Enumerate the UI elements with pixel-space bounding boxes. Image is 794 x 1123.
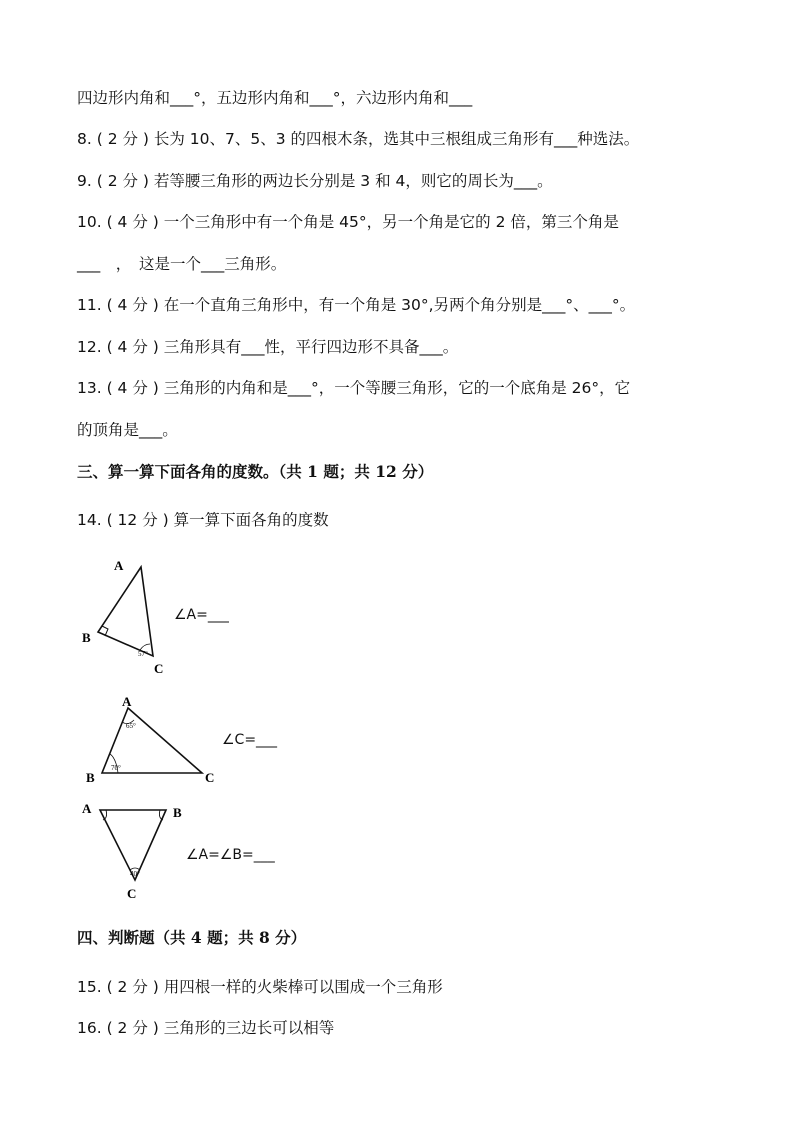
angle-c-value: 40°: [130, 870, 140, 878]
question-15: 15. ( 2 分 ) 用四根一样的火柴棒可以围成一个三角形: [77, 978, 443, 996]
question-10: 10. ( 4 分 ) 一个三角形中有一个角是 45°，另一个角是它的 2 倍，第三个角是: [77, 213, 619, 231]
question-13: 13. ( 4 分 ) 三角形的内角和是___°，一个等腰三角形，它的一个底角是 26°，它: [77, 379, 631, 397]
section-3-heading: 三、算一算下面各角的度数。（共 1 题；共 12 分）: [77, 462, 434, 481]
question-13-cont: 的顶角是___。: [77, 421, 178, 439]
question-8: 8. ( 2 分 ) 长为 10、7、5、3 的四根木条，选其中三根组成三角形有___种选法。: [77, 130, 640, 148]
question-12: 12. ( 4 分 ) 三角形具有___性，平行四边形不具备___。: [77, 338, 459, 356]
vertex-a-label: A: [122, 694, 132, 709]
vertex-b-label: B: [86, 770, 95, 785]
vertex-c-label: C: [127, 886, 137, 901]
fig1-answer: ∠A=___: [174, 607, 229, 623]
question-11: 11. ( 4 分 ) 在一个直角三角形中，有一个角是 30°,另两个角分别是___°、___°。: [77, 296, 636, 314]
question-16: 16. ( 2 分 ) 三角形的三边长可以相等: [77, 1019, 335, 1037]
vertex-c-label: C: [154, 661, 164, 676]
question-10-cont: ___ ， 这是一个___三角形。: [77, 255, 287, 273]
fig2-answer: ∠C=___: [222, 732, 278, 748]
triangle-figure-2: [80, 690, 225, 790]
vertex-a-label: A: [82, 801, 92, 816]
angle-b-value: 70°: [111, 764, 121, 772]
question-9: 9. ( 2 分 ) 若等腰三角形的两边长分别是 3 和 4，则它的周长为___。: [77, 172, 553, 190]
triangle-figure-3: [80, 798, 195, 906]
text-line-1: 四边形内角和___°，五边形内角和___°，六边形内角和___: [77, 89, 473, 107]
vertex-c-label: C: [205, 770, 215, 785]
vertex-b-label: B: [82, 630, 91, 645]
triangle-figure-1: [78, 552, 188, 682]
section-4-heading: 四、判断题（共 4 题；共 8 分）: [77, 928, 307, 947]
angle-c-value: 57°: [138, 650, 148, 658]
vertex-b-label: B: [173, 805, 182, 820]
fig3-answer: ∠A=∠B=___: [186, 847, 275, 863]
angle-a-value: 65°: [126, 722, 136, 730]
question-14: 14. ( 12 分 ) 算一算下面各角的度数: [77, 511, 329, 529]
vertex-a-label: A: [114, 558, 124, 573]
